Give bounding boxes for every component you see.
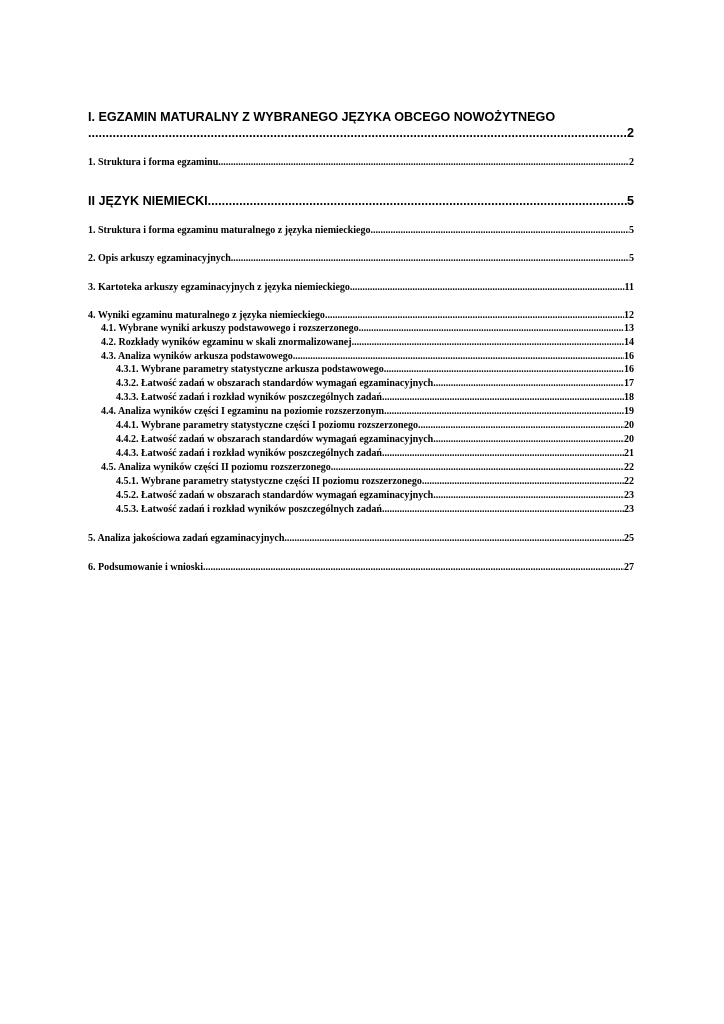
toc-entry-label: 4.4.2. Łatwość zadań w obszarach standardów wymagań egzaminacyjnych [116,434,434,445]
dot-leader [293,351,624,362]
toc-page-number: 20 [624,434,634,445]
toc-heading-2[interactable] [88,194,634,208]
toc-entry-label: 4.4.1. Wybrane parametry statystyczne części I poziomu rozszerzonego [116,420,418,431]
toc-entry-label: 4.2. Rozkłady wyników egzaminu w skali znormalizowanej [101,337,352,348]
toc-page-number: 25 [624,533,634,544]
toc-entry-label: 6. Podsumowanie i wnioski [88,562,204,573]
toc-entry[interactable] [116,364,634,375]
toc-entry[interactable] [101,406,634,417]
dot-leader [382,392,624,403]
toc-heading-1-leader[interactable] [88,126,634,140]
dot-leader [325,310,624,321]
toc-page-number: 16 [624,351,634,362]
toc-entry[interactable] [116,448,634,459]
toc-entry[interactable] [88,157,634,168]
toc-entry[interactable] [116,504,634,515]
toc-entry[interactable] [88,310,634,321]
dot-leader [88,126,627,140]
toc-page-number: 5 [629,225,634,236]
toc-page-number: 27 [624,562,634,573]
dot-leader [382,448,624,459]
toc-page-number: 16 [624,364,634,375]
dot-leader [284,533,624,544]
toc-entry-label: 4. Wyniki egzaminu maturalnego z języka niemieckiego [88,310,325,321]
toc-entry[interactable] [88,225,634,236]
toc-page-number: 22 [624,462,634,473]
toc-page-number: 17 [624,378,634,389]
toc-page-number: 5 [626,194,634,208]
dot-leader [384,406,624,417]
toc-entry-label: 4.5.1. Wybrane parametry statystyczne części II poziomu rozszerzonego [116,476,422,487]
toc-entry-label: 1. Struktura i forma egzaminu maturalnego z języka niemieckiego [88,225,371,236]
toc-page-number: 23 [624,504,634,515]
dot-leader [350,282,625,293]
toc-page-number: 18 [624,392,634,403]
dot-leader [418,420,624,431]
dot-leader [433,490,624,501]
toc-entry[interactable] [88,533,634,544]
dot-leader [384,364,624,375]
dot-leader [331,462,624,473]
toc-entry-label: 4.4.3. Łatwość zadań i rozkład wyników poszczególnych zadań [116,448,382,459]
toc-entry[interactable] [116,378,634,389]
dot-leader [231,253,629,264]
toc-entry[interactable] [101,351,634,362]
toc-entry-label: 3. Kartoteka arkuszy egzaminacyjnych z języka niemieckiego [88,282,350,293]
toc-entry[interactable] [101,462,634,473]
toc-entry[interactable] [116,490,634,501]
dot-leader [359,323,624,334]
toc-page-number: 23 [624,490,634,501]
dot-leader [370,225,629,236]
table-of-contents [88,0,634,1024]
toc-entry[interactable] [88,253,634,264]
toc-entry[interactable] [101,337,634,348]
toc-entry-label: 4.3.1. Wybrane parametry statystyczne arkusza podstawowego [116,364,384,375]
dot-leader [352,337,624,348]
toc-page-number: 19 [624,406,634,417]
toc-entry-label: 4.4. Analiza wyników części I egzaminu na poziomie rozszerzonym [101,406,385,417]
toc-entry-label: 4.5. Analiza wyników części II poziomu rozszerzonego [101,462,331,473]
toc-page-number: 13 [624,323,634,334]
toc-entry[interactable] [116,420,634,431]
toc-page-number: 22 [624,476,634,487]
toc-page-number: 12 [624,310,634,321]
toc-entry-label: 4.3.3. Łatwość zadań i rozkład wyników poszczególnych zadań [116,392,382,403]
toc-page-number: 2 [629,157,634,168]
toc-entry-label: 1. Struktura i forma egzaminu [88,157,219,168]
toc-entry-label: 4.5.2. Łatwość zadań w obszarach standardów wymagań egzaminacyjnych [116,490,434,501]
toc-entry-label: 4.3.2. Łatwość zadań w obszarach standardów wymagań egzaminacyjnych [116,378,434,389]
dot-leader [218,157,629,168]
toc-entry-label: 4.1. Wybrane wyniki arkuszy podstawowego i rozszerzonego [101,323,359,334]
toc-entry-label: 2. Opis arkuszy egzaminacyjnych [88,253,231,264]
toc-page-number: 20 [624,420,634,431]
dot-leader [422,476,624,487]
dot-leader [433,434,624,445]
toc-entry-label: 5. Analiza jakościowa zadań egzaminacyjnych [88,533,285,544]
dot-leader [208,194,627,208]
toc-entry[interactable] [116,476,634,487]
toc-entry[interactable] [116,434,634,445]
toc-heading-label: II JĘZYK NIEMIECKI [88,194,208,208]
toc-entry[interactable] [88,562,634,573]
toc-heading-1-label: I. EGZAMIN MATURALNY Z WYBRANEGO JĘZYKA OBCEGO NOWOŻYTNEGO [88,110,556,124]
dot-leader [203,562,624,573]
toc-page-number: 2 [626,126,634,140]
toc-entry-label: 4.3. Analiza wyników arkusza podstawowego [101,351,293,362]
toc-page-number: 21 [624,448,634,459]
toc-entry[interactable] [88,282,634,293]
toc-page-number: 14 [624,337,634,348]
toc-page-number: 5 [629,253,634,264]
dot-leader [382,504,624,515]
toc-page-number: 11 [624,282,634,293]
toc-entry-label: 4.5.3. Łatwość zadań i rozkład wyników poszczególnych zadań [116,504,382,515]
toc-entry[interactable] [116,392,634,403]
dot-leader [433,378,624,389]
toc-entry[interactable] [101,323,634,334]
